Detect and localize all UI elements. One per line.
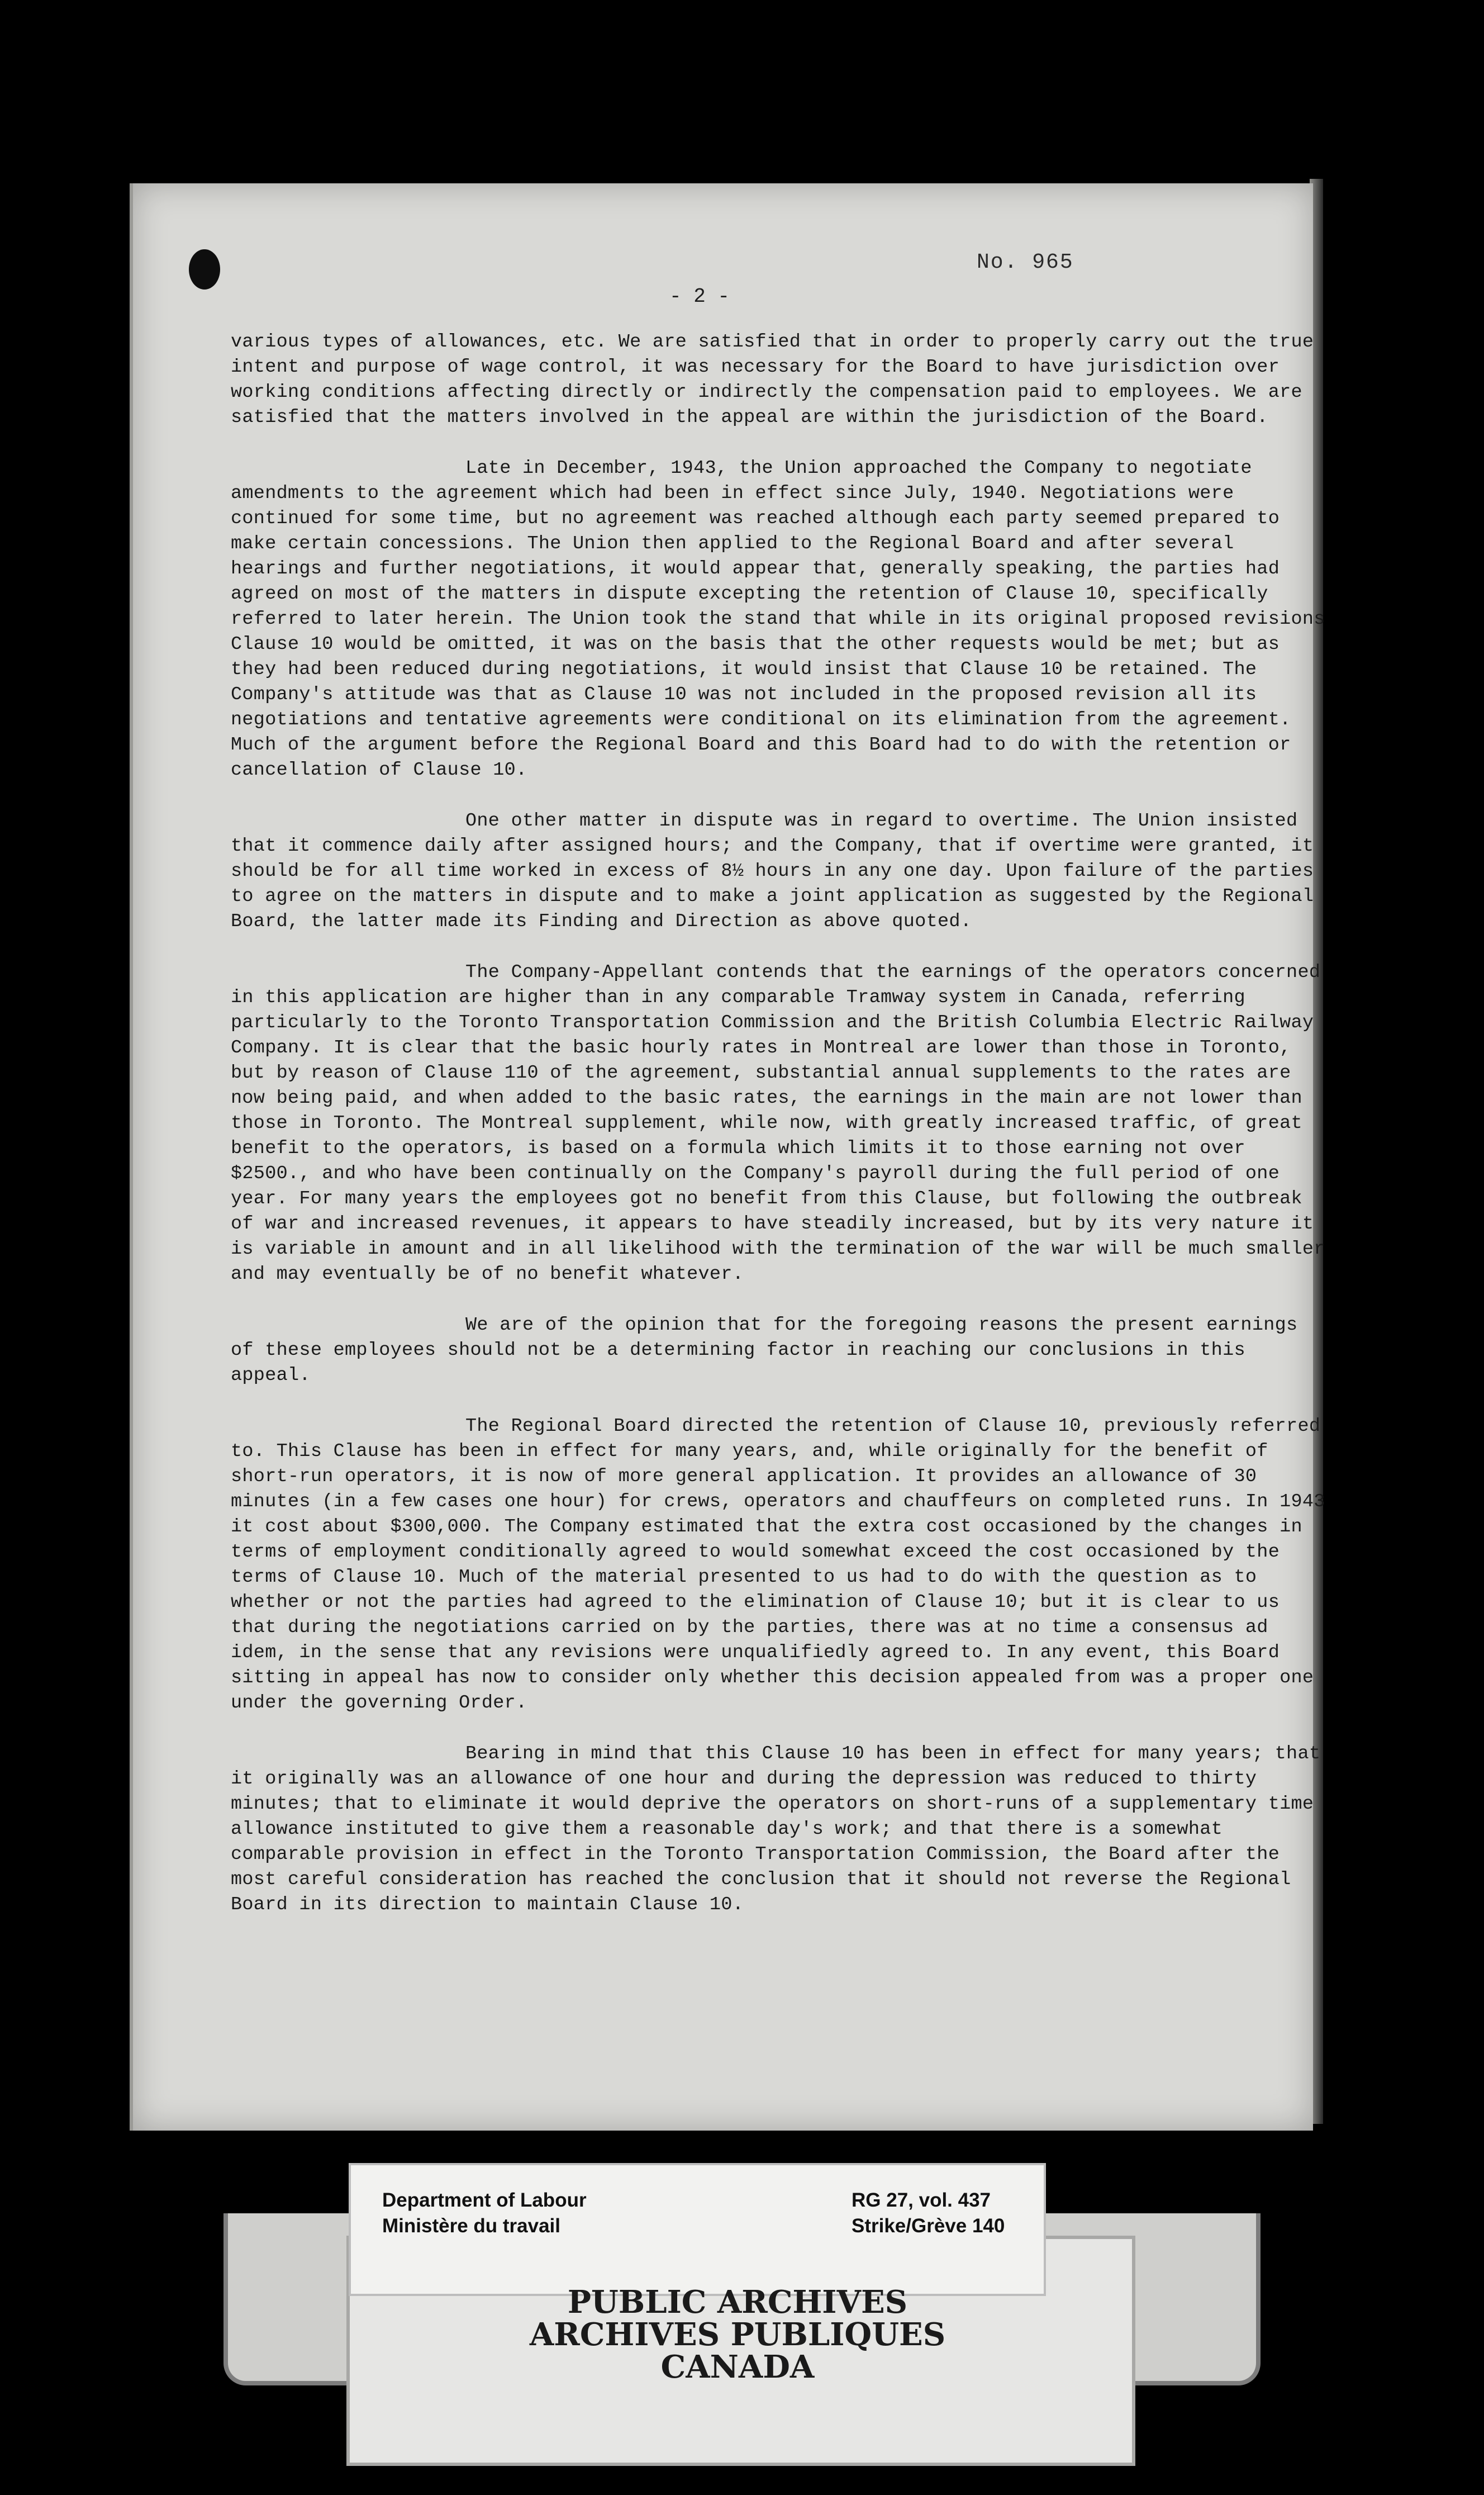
paragraph-1: various types of allowances, etc. We are satisfied that in order to properly carry out the true intent and purpose of wage control, it was necessary for the Board to have jurisdiction over working conditions affecting directly or indirectly the compensation paid to employees. We are satisfied that the matters involved in the appeal are within the jurisdiction of the Board. [231,331,1314,428]
department-label [382,2188,587,2239]
paragraph-6: The Regional Board directed the retention of Clause 10, previously referred to. This Clause has been in effect for many years, and, while originally for the benefit of short-run operators, it is now of more general application. It provides an allowance of 30 minutes (in a few cases one hour) for crews, operators and chauffeurs on completed runs. In 1943 it cost about $300,000. The Company estimated that the extra cost occasioned by the changes in terms of employment conditionally agreed to would somewhat exceed the cost occasioned by the terms of Clause 10. Much of the material presented to us had to do with the question as to whether or not the parties had agreed to the elimination of Clause 10; but it is clear to us that during the negotiations carried on by the parties, there was at no time a consensus ad idem, in the sense that any revisions were unqualifiedly agreed to. In any event, this Board sitting in appeal has now to consider only whether this decision appealed from was a proper one under the governing Order. [231,1416,1325,1714]
paragraph-3: One other matter in dispute was in regard to overtime. The Union insisted that it commence daily after assigned hours; and the Company, that if overtime were granted, it should be for all time worked in excess of 8½ hours in any one day. Upon failure of the parties to agree on the matters in dispute and to make a joint application as suggested by the Regional Board, the latter made its Finding and Direction as above quoted. [231,810,1314,932]
document-body [231,330,1326,1943]
public-archives-stamp [346,2286,1129,2383]
paragraph-4: The Company-Appellant contends that the earnings of the operators concerned in this application are higher than in any comparable Tramway system in Canada, referring particularly to the Toronto Transportation Commission and the British Columbia Electric Railway Company. It is clear that the basic hourly rates in Montreal are lower than those in Toronto, but by reason of Clause 110 of the agreement, substantial annual supplements to the rates are now being paid, and when added to the basic rates, the earnings in the main are not lower than those in Toronto. The Montreal supplement, while now, with greatly increased traffic, of great benefit to the operators, is based on a formula which limits it to those earning not over $2500., and who have been continually on the Company's payroll during the full period of one year. For many years the employees got no benefit from this Clause, but following the outbreak of war and increased revenues, it appears to have steadily increased, but by its very nature it is variable in amount and in all likelihood with the termination of the war will be much smaller and may eventually be of no benefit whatever. [231,962,1325,1285]
document-page [130,183,1325,2131]
page-number: - 2 - [669,285,730,308]
record-group: RG 27, vol. 437 [852,2189,991,2211]
department-en: Department of Labour [382,2189,587,2211]
record-reference [852,2188,1005,2239]
file-number: No. 965 [977,250,1074,274]
archive-label [349,2163,1046,2296]
strike-number: Strike/Grève 140 [852,2215,1005,2237]
stamp-line-3: CANADA [660,2349,815,2385]
stamp-line-2: ARCHIVES PUBLIQUES [529,2316,946,2353]
stamp-line-1: PUBLIC ARCHIVES [567,2284,908,2321]
paragraph-5: We are of the opinion that for the foregoing reasons the present earnings of these employees should not be a determining factor in reaching our conclusions in this appeal. [231,1315,1298,1386]
punch-hole [189,249,220,290]
department-fr: Ministère du travail [382,2215,560,2237]
paragraph-7: Bearing in mind that this Clause 10 has been in effect for many years; that it originally was an allowance of one hour and during the depression was reduced to thirty minutes; that to eliminate it would deprive the operators on short-runs of a supplementary time allowance instituted to give them a reasonable day's work; and that there is a somewhat comparable provision in effect in the Toronto Transportation Commission, the Board after the most careful consideration has reached the conclusion that it should not reverse the Regional Board in its direction to maintain Clause 10. [231,1743,1321,1915]
paragraph-2: Late in December, 1943, the Union approached the Company to negotiate amendments to the agreement which had been in effect since July, 1940. Negotiations were continued for some time, but no agreement was reached although each party seemed prepared to make certain concessions. The Union then applied to the Regional Board and after several hearings and further negotiations, it would appear that, generally speaking, the parties had agreed on most of the matters in dispute excepting the retention of Clause 10, specifically referred to later herein. The Union took the stand that while in its original proposed revisions Clause 10 would be omitted, it was on the basis that the other requests would be met; but as they had been reduced during negotiations, it would insist that Clause 10 be retained. The Company's attitude was that as Clause 10 was not included in the proposed revision all its negotiations and tentative agreements were conditional on its elimination from the agreement. Much of the argument before the Regional Board and this Board had to do with the retention or cancellation of Clause 10. [231,458,1325,781]
